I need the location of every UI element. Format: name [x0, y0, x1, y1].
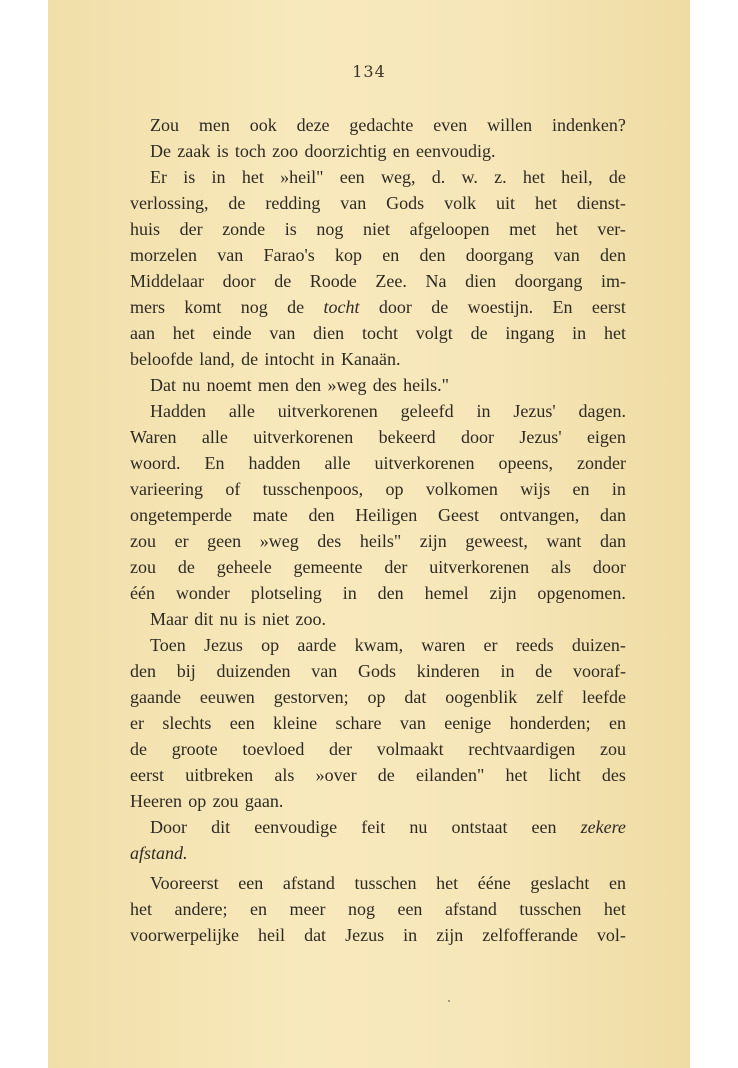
- word: door: [460, 427, 494, 447]
- word: nog: [240, 297, 268, 317]
- word: schare: [335, 713, 382, 733]
- word: geleefd: [400, 401, 454, 421]
- word: zijn: [419, 531, 447, 551]
- word: Geest: [437, 505, 479, 525]
- word: tocht: [323, 297, 360, 317]
- word: duizen-: [571, 635, 626, 655]
- word: De: [150, 141, 171, 161]
- word: volk: [444, 193, 477, 213]
- word: kwam,: [354, 635, 404, 655]
- word: de: [377, 765, 395, 785]
- word: huis: [130, 219, 161, 239]
- word: Jezus': [513, 401, 556, 421]
- word: dien: [313, 323, 345, 343]
- word: kinderen: [416, 661, 480, 681]
- word: groote: [171, 739, 218, 759]
- word: zoo: [272, 141, 299, 161]
- text-line: [130, 346, 626, 372]
- word: zou: [130, 531, 156, 551]
- word: intocht: [264, 349, 315, 369]
- word: zou: [212, 791, 239, 811]
- word: z.: [494, 167, 507, 187]
- word: van: [217, 245, 244, 265]
- word: Heiligen: [355, 505, 418, 525]
- word: de: [274, 271, 292, 291]
- word: in: [500, 661, 515, 681]
- word: afstand: [282, 873, 335, 893]
- word: dan: [600, 531, 626, 551]
- word: dit: [211, 817, 231, 837]
- word: den: [295, 375, 322, 395]
- word: dat: [304, 925, 327, 945]
- word: der: [329, 739, 353, 759]
- word: en: [608, 873, 626, 893]
- word: het: [172, 323, 195, 343]
- word: door: [592, 557, 626, 577]
- text-line: [130, 580, 626, 606]
- word: geen: [207, 531, 242, 551]
- word: slechts: [162, 713, 212, 733]
- word: eerst: [130, 765, 164, 785]
- word: zou: [130, 557, 156, 577]
- word: woord.: [130, 453, 181, 473]
- word: plotseling: [250, 583, 322, 603]
- word: nog: [347, 899, 375, 919]
- text-line: [130, 762, 626, 788]
- word: rechtvaardigen: [468, 739, 576, 759]
- word: een: [397, 899, 423, 919]
- word: Vooreerst: [150, 873, 219, 893]
- book-page: [48, 0, 690, 1068]
- word: afgeloopen: [409, 219, 490, 239]
- word: honderden;: [509, 713, 591, 733]
- word: Zou: [150, 115, 179, 135]
- word: aan: [130, 323, 155, 343]
- word: van: [269, 323, 296, 343]
- word: beloofde: [130, 349, 193, 369]
- word: andere;: [174, 899, 228, 919]
- text-line: [130, 450, 626, 476]
- word: in: [611, 479, 626, 499]
- word: des: [317, 531, 342, 551]
- word: heils.": [403, 375, 449, 395]
- word: vol-: [596, 925, 626, 945]
- word: En: [552, 297, 573, 317]
- word: heils": [359, 531, 402, 551]
- word: en: [609, 713, 626, 733]
- text-line: [130, 190, 626, 216]
- text-line: [130, 788, 626, 814]
- word: uitverkorenen: [374, 453, 475, 473]
- word: ontvangen,: [499, 505, 580, 525]
- text-line: [130, 268, 626, 294]
- text-line: [130, 658, 626, 684]
- word: heil: [258, 925, 286, 945]
- word: voorwerpelijke: [130, 925, 239, 945]
- word: dienst-: [576, 193, 626, 213]
- word: tusschenpoos,: [262, 479, 364, 499]
- word: duizenden: [216, 661, 291, 681]
- word: in: [211, 167, 226, 187]
- word: eenvoudige: [254, 817, 338, 837]
- text-line: [130, 710, 626, 736]
- word: Door: [150, 817, 187, 837]
- word: eenige: [444, 713, 492, 733]
- word: als: [274, 765, 295, 785]
- word: hadden: [248, 453, 301, 473]
- word: het: [241, 167, 264, 187]
- word: volmaakt: [376, 739, 444, 759]
- word: verlossing,: [130, 193, 209, 213]
- word: is: [284, 219, 297, 239]
- text-line: [130, 138, 626, 164]
- word: alle: [228, 401, 255, 421]
- word: zonde: [222, 219, 266, 239]
- word: varieering: [130, 479, 203, 499]
- word: w.: [461, 167, 478, 187]
- word: Jezus: [345, 925, 385, 945]
- word: d.: [431, 167, 446, 187]
- word: uit: [496, 193, 516, 213]
- text-line: [130, 632, 626, 658]
- word: er: [130, 713, 144, 733]
- word: uitverkorenen: [253, 427, 354, 447]
- word: dan: [599, 505, 626, 525]
- word: de: [608, 167, 626, 187]
- word: door: [222, 271, 256, 291]
- word: Hadden: [150, 401, 206, 421]
- word: den: [419, 245, 446, 265]
- word: aarde: [297, 635, 337, 655]
- word: den: [308, 505, 335, 525]
- word: ééne: [477, 873, 511, 893]
- word: eilanden": [415, 765, 485, 785]
- word: dit: [194, 609, 214, 629]
- word: weg,: [380, 167, 416, 187]
- word: Toen: [150, 635, 186, 655]
- word: Heeren: [130, 791, 182, 811]
- word: van: [311, 661, 338, 681]
- word: dagen.: [578, 401, 626, 421]
- word: Middelaar: [130, 271, 204, 291]
- text-line: [130, 502, 626, 528]
- text-line: [130, 528, 626, 554]
- word: hemel: [424, 583, 469, 603]
- word: geslacht: [530, 873, 590, 893]
- word: mers: [130, 297, 165, 317]
- word: land,: [199, 349, 235, 369]
- word: een: [339, 167, 365, 187]
- word: en: [249, 899, 267, 919]
- word: »over: [315, 765, 357, 785]
- word: gaande: [130, 687, 181, 707]
- word: reeds: [515, 635, 554, 655]
- word: toevloed: [242, 739, 305, 759]
- word: kop: [335, 245, 362, 265]
- word: eeuwen: [199, 687, 255, 707]
- word: en: [382, 245, 400, 265]
- word: ongetemperde: [130, 505, 232, 525]
- text-line: [130, 372, 626, 398]
- text-line: [130, 684, 626, 710]
- word: einde: [212, 323, 252, 343]
- word: het: [555, 219, 578, 239]
- word: des: [601, 765, 626, 785]
- word: afstand: [444, 899, 497, 919]
- word: op: [367, 687, 386, 707]
- word: op: [261, 635, 280, 655]
- word: er: [174, 531, 189, 551]
- word: zijn: [436, 925, 464, 945]
- word: Kanaän.: [340, 349, 401, 369]
- word: van: [399, 713, 426, 733]
- word: van: [553, 245, 580, 265]
- word: heil,: [561, 167, 593, 187]
- text-line: [130, 216, 626, 242]
- word: zijn: [489, 583, 517, 603]
- word: eenvoudig.: [416, 141, 496, 161]
- word: men: [257, 375, 289, 395]
- word: het: [522, 167, 545, 187]
- word: is: [216, 141, 229, 161]
- word: Maar: [150, 609, 188, 629]
- word: en: [392, 141, 410, 161]
- word: volkomen: [425, 479, 498, 499]
- word: de: [228, 193, 246, 213]
- word: gedachte: [349, 115, 414, 135]
- word: meer: [289, 899, 326, 919]
- word: den: [377, 583, 404, 603]
- text-line: [130, 398, 626, 424]
- word: van: [340, 193, 367, 213]
- word: zekere: [580, 817, 626, 837]
- word: Roode: [309, 271, 357, 291]
- word: feit: [361, 817, 386, 837]
- text-line: [130, 814, 626, 840]
- text-line: [130, 736, 626, 762]
- word: nu: [182, 375, 201, 395]
- word: tocht: [361, 323, 398, 343]
- word: noemt: [206, 375, 252, 395]
- word: den: [600, 245, 626, 265]
- word: »weg: [327, 375, 367, 395]
- word: de: [470, 323, 488, 343]
- word: waren: [421, 635, 466, 655]
- word: uitbreken: [185, 765, 254, 785]
- word: niet: [362, 219, 390, 239]
- word: afstand.: [130, 843, 188, 863]
- word: doorgang: [465, 245, 534, 265]
- word: en: [572, 479, 590, 499]
- word: de: [130, 739, 147, 759]
- word: Farao's: [263, 245, 315, 265]
- word: nu: [409, 817, 428, 837]
- word: is: [243, 609, 256, 629]
- word: zonder: [577, 453, 626, 473]
- word: een: [238, 873, 264, 893]
- word: door: [378, 297, 412, 317]
- text-line: [130, 870, 626, 896]
- word: wonder: [175, 583, 230, 603]
- word: den: [130, 661, 156, 681]
- word: Zee.: [375, 271, 407, 291]
- word: »heil": [280, 167, 324, 187]
- word: geheele: [216, 557, 272, 577]
- word: de: [535, 661, 553, 681]
- word: mate: [252, 505, 288, 525]
- word: op: [188, 791, 207, 811]
- word: er: [483, 635, 498, 655]
- word: de: [177, 557, 195, 577]
- word: deze: [296, 115, 330, 135]
- word: oogenblik: [445, 687, 518, 707]
- word: Gods: [357, 661, 396, 681]
- word: morzelen: [130, 245, 197, 265]
- word: bekeerd: [378, 427, 436, 447]
- word: doorzichtig: [304, 141, 387, 161]
- word: redding: [265, 193, 321, 213]
- word: is: [183, 167, 196, 187]
- ink-speck: [448, 1000, 450, 1002]
- word: in: [320, 349, 335, 369]
- word: »weg: [259, 531, 299, 551]
- word: tusschen: [519, 899, 582, 919]
- word: willen: [487, 115, 533, 135]
- word: dat: [404, 687, 427, 707]
- word: gestorven;: [273, 687, 349, 707]
- word: Jezus: [203, 635, 243, 655]
- word: Er: [150, 167, 167, 187]
- word: der: [384, 557, 408, 577]
- word: een: [531, 817, 557, 837]
- word: zoo.: [295, 609, 326, 629]
- word: ingang: [505, 323, 555, 343]
- word: uitverkorenen: [429, 557, 530, 577]
- word: het: [505, 765, 528, 785]
- word: in: [476, 401, 491, 421]
- word: kleine: [273, 713, 318, 733]
- word: Na: [425, 271, 447, 291]
- word: tusschen: [354, 873, 417, 893]
- word: nog: [316, 219, 344, 239]
- word: indenken?: [551, 115, 626, 135]
- word: im-: [601, 271, 626, 291]
- word: de: [431, 297, 449, 317]
- word: gemeente: [293, 557, 363, 577]
- word: niet: [262, 609, 290, 629]
- word: in: [572, 323, 587, 343]
- word: ook: [249, 115, 277, 135]
- word: Dat: [150, 375, 176, 395]
- word: het: [534, 193, 557, 213]
- word: één: [130, 583, 155, 603]
- word: nu: [219, 609, 238, 629]
- text-line: [130, 164, 626, 190]
- word: de: [287, 297, 305, 317]
- word: op: [385, 479, 404, 499]
- word: Waren: [130, 427, 177, 447]
- text-line: [130, 840, 626, 866]
- text-line: [130, 606, 626, 632]
- word: licht: [548, 765, 581, 785]
- word: komt: [184, 297, 222, 317]
- word: de: [241, 349, 259, 369]
- text-line: [130, 424, 626, 450]
- word: in: [342, 583, 357, 603]
- word: een: [229, 713, 255, 733]
- word: met: [509, 219, 537, 239]
- text-line: [130, 476, 626, 502]
- word: En: [204, 453, 225, 473]
- word: Gods: [386, 193, 425, 213]
- word: zelfofferande: [482, 925, 578, 945]
- word: wijs: [520, 479, 551, 499]
- word: des: [372, 375, 397, 395]
- word: men: [198, 115, 230, 135]
- word: alle: [201, 427, 228, 447]
- text-line: [130, 242, 626, 268]
- word: het: [603, 899, 626, 919]
- word: gaan.: [244, 791, 284, 811]
- word: even: [433, 115, 468, 135]
- word: uitverkorenen: [277, 401, 378, 421]
- text-line: [130, 294, 626, 320]
- word: of: [225, 479, 241, 499]
- text-line: [130, 922, 626, 948]
- word: opeens,: [498, 453, 553, 473]
- word: opgenomen.: [537, 583, 626, 603]
- word: ver-: [597, 219, 626, 239]
- word: zelf: [536, 687, 564, 707]
- word: zaak: [177, 141, 211, 161]
- word: eigen: [586, 427, 626, 447]
- word: het: [436, 873, 459, 893]
- word: Jezus': [519, 427, 562, 447]
- word: leefde: [582, 687, 626, 707]
- word: woestijn.: [467, 297, 534, 317]
- word: zou: [600, 739, 626, 759]
- word: volgt: [415, 323, 453, 343]
- word: doorgang: [514, 271, 583, 291]
- word: want: [546, 531, 582, 551]
- page-number: 134: [352, 62, 386, 81]
- word: toch: [234, 141, 266, 161]
- word: het: [130, 899, 152, 919]
- text-line: [130, 896, 626, 922]
- text-line: [130, 112, 626, 138]
- text-line: [130, 554, 626, 580]
- word: bij: [176, 661, 196, 681]
- text-line: [130, 320, 626, 346]
- word: dien: [465, 271, 497, 291]
- word: der: [179, 219, 203, 239]
- word: eerst: [591, 297, 626, 317]
- word: het: [603, 323, 626, 343]
- word: vooraf-: [573, 661, 626, 681]
- word: als: [551, 557, 572, 577]
- word: in: [403, 925, 418, 945]
- word: alle: [324, 453, 351, 473]
- body-text: [130, 112, 626, 948]
- word: geweest,: [465, 531, 528, 551]
- word: ontstaat: [451, 817, 508, 837]
